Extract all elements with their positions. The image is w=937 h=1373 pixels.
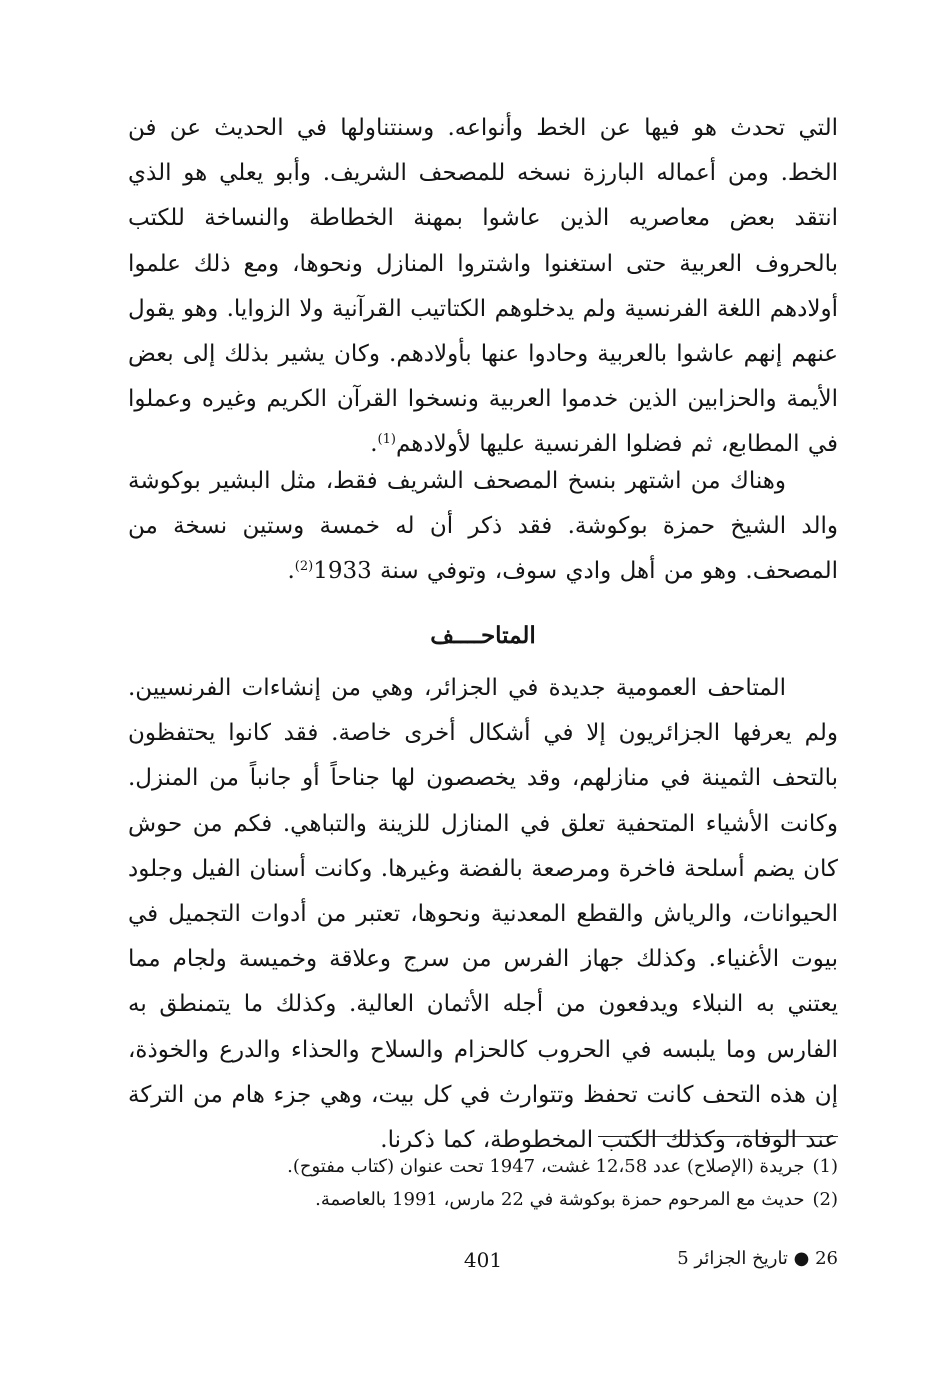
footnote-text: بالعاصمة.: [315, 1189, 387, 1210]
footnote-year: 1947: [489, 1156, 536, 1177]
footnote-text: مارس،: [443, 1189, 496, 1210]
sentence-end: .: [370, 431, 378, 458]
footnote-separator: [598, 1136, 838, 1137]
footnote-year: 1991: [392, 1189, 438, 1210]
paragraph-text: التي تحدث هو فيها عن الخط وأنواعه. وسنتناولها في الحديث عن فن الخط. ومن أعماله البارزة نسخه للمصحف الشريف. وأبو يعلي هو الذي انتقد بعض معاصريه الذين عاشوا بمهنة الخطاطة والنساخة للكتب بالحروف العربية حتى استغنوا واشتروا المنازل ونحوها، ومع ذلك علموا أولادهم اللغة الفرنسية ولم يدخلوهم الكتاتيب القرآنية ولا الزوايا. وهو يقول عنهم إنهم عاشوا بالعربية وحادوا عنها بأولادهم. وكان يشير بذلك إلى بعض الأيمة والحزابين الذين خدموا العربية ونسخوا القرآن الكريم وغيره وعملوا في المطابع، ثم فضلوا الفرنسية عليها لأولادهم: [128, 115, 838, 458]
paragraph-quran-copyists: [128, 459, 838, 595]
paragraph-museums: [128, 666, 838, 1163]
footnote-marker[interactable]: (1): [377, 432, 396, 448]
footnote-number: (1): [812, 1156, 838, 1177]
footnote-text: جريدة (الإصلاح) عدد: [652, 1156, 805, 1177]
paragraph-text: وهناك من اشتهر بنسخ المصحف الشريف فقط، مثل البشير بوكوشة والد الشيخ حمزة بوكوشة. فقد ذكر أن له خمسة وستين نسخة من المصحف. وهو من أهل وادي سوف، وتوفي سنة 1933: [128, 468, 838, 585]
paragraph-text: المتاحف العمومية جديدة في الجزائر، وهي من إنشاءات الفرنسيين. ولم يعرفها الجزائريون إلا في أشكال أخرى خاصة. فقد كانوا يحتفظون بالتحف الثمينة في منازلهم، وقد يخصصون لها جناحاً أو جانباً من المنزل. وكانت الأشياء المتحفية تعلق في المنازل للزينة والتباهي. فكم من حوش كان يضم أسلحة فاخرة ومرصعة بالفضة وغيرها. وكانت أسنان الفيل وجلود الحيوانات، والرياش والقطع المعدنية ونحوها، تعتبر من أدوات التجميل في بيوت الأغنياء. وكذلك جهاز الفرس من سرج وعلاقة وخميسة ولجام مما يعتني به النبلاء ويدفعون من أجله الأثمان العالية. وكذلك ما يتمنطق به الفارس وما يلبسه في الحروب كالحزام والسلاح والحذاء والدرع والخوذة، إن هذه التحف كانت تحفظ وتتوارث في كل بيت، وهي جزء هام من التركة عند الوفاة، وكذلك الكتب المخطوطة، كما ذكرنا.: [128, 675, 838, 1154]
paragraph-calligraphy-criticism: [128, 106, 838, 468]
section-heading: المتاحــــف: [430, 622, 536, 649]
footnotes: [128, 1150, 838, 1216]
footnote-1: [128, 1150, 838, 1183]
footnote-day: 22: [500, 1189, 524, 1210]
footnote-2: [128, 1183, 838, 1216]
page-number: 401: [463, 1248, 503, 1272]
footnote-number: (2): [812, 1189, 838, 1210]
page-footer: [128, 1248, 838, 1278]
footnote-text: تحت عنوان (كتاب مفتوح).: [287, 1156, 484, 1177]
sentence-end: .: [287, 558, 295, 585]
footnote-marker[interactable]: (2): [294, 559, 314, 575]
running-head: 26 ● تاريخ الجزائر 5: [677, 1248, 838, 1269]
footnote-issue: 12،58: [595, 1156, 648, 1177]
footnote-text: حديث مع المرحوم حمزة بوكوشة في: [529, 1189, 805, 1210]
footnote-text: غشت،: [540, 1156, 590, 1177]
